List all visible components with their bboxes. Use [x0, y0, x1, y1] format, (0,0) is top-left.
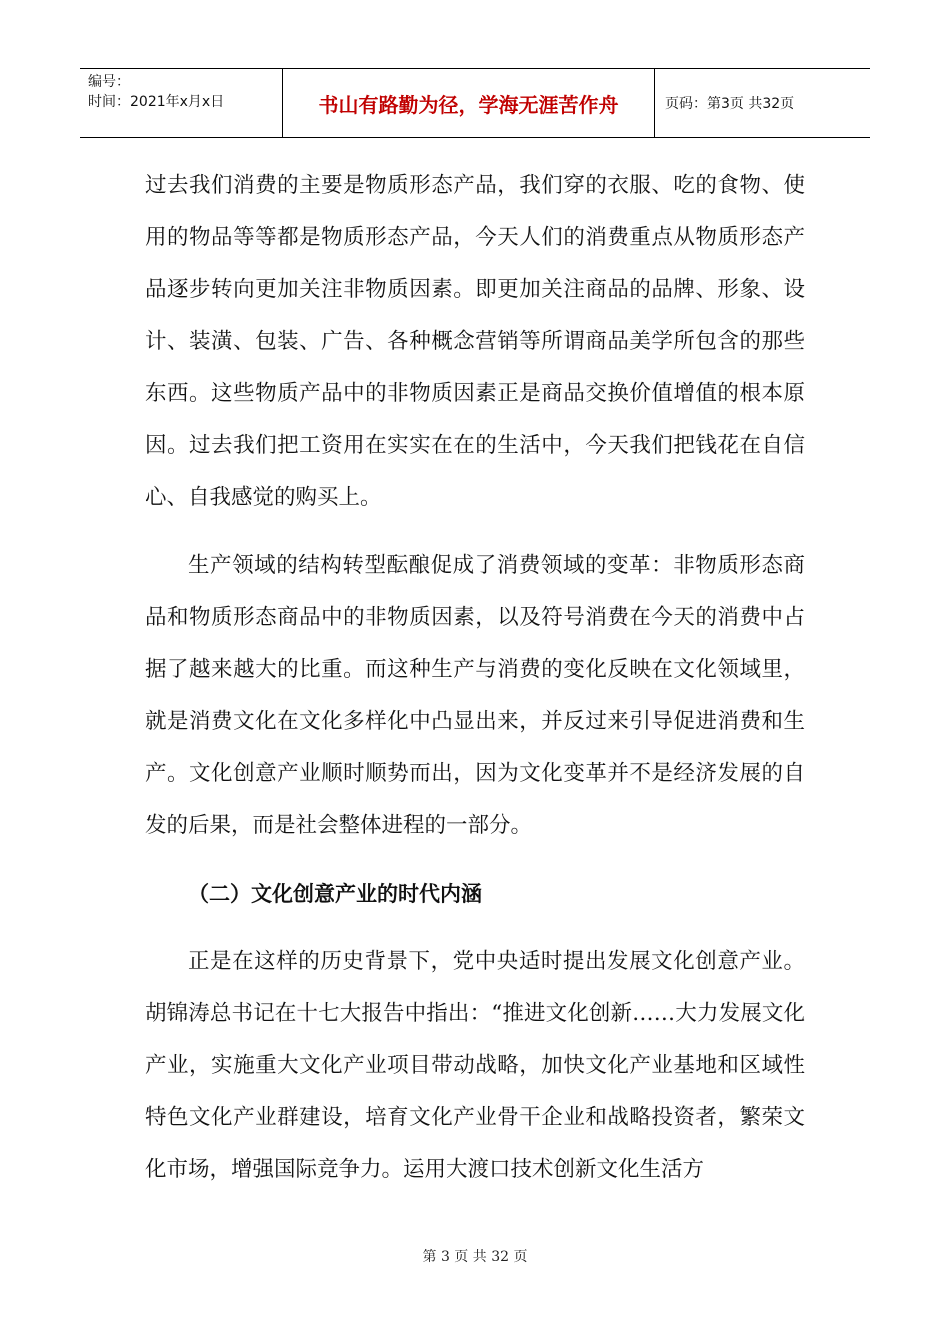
- header-meta: [80, 69, 283, 137]
- page-footer: 第 3 页 共 32 页: [422, 1249, 528, 1265]
- section-heading: （二）文化创意产业的时代内涵: [188, 882, 482, 906]
- number-label: 编号：: [88, 74, 130, 90]
- paragraph-1: 过去我们消费的主要是物质形态产品，我们穿的衣服、吃的食物、使用的物品等等都是物质形态产品，今天人们的消费重点从物质形态产品逐步转向更加关注非物质因素。即更加关注商品的品牌、形象、设计、装潢、包装、广告、各种概念营销等所谓商品美学所包含的那些东西。这些物质产品中的非物质因素正是商品交换价值增值的根本原因。过去我们把工资用在实实在在的生活中，今天我们把钱花在自信心、自我感觉的购买上。: [145, 173, 805, 510]
- time-label: 时间：2021年x月x日: [88, 94, 225, 110]
- paragraph-2: 生产领域的结构转型酝酿促成了消费领域的变革：非物质形态商品和物质形态商品中的非物质因素，以及符号消费在今天的消费中占据了越来越大的比重。而这种生产与消费的变化反映在文化领域里，就是消费文化在文化多样化中凸显出来，并反过来引导促进消费和生产。文化创意产业顺时顺势而出，因为文化变革并不是经济发展的自发的后果，而是社会整体进程的一部分。: [145, 553, 805, 838]
- document-header: [80, 68, 870, 138]
- header-page-info: 页码：第3页 共32页: [665, 96, 795, 112]
- paragraph-3: 正是在这样的历史背景下，党中央适时提出发展文化创意产业。胡锦涛总书记在十七大报告中指出：“推进文化创新……大力发展文化产业，实施重大文化产业项目带动战略，加快文化产业基地和区域性特色文化产业群建设，培育文化产业骨干企业和战略投资者，繁荣文化市场，增强国际竞争力。运用大渡口技术创新文化生活方: [145, 949, 805, 1182]
- document-body: [145, 160, 805, 1196]
- header-motto: 书山有路勤为径，学海无涯苦作舟: [283, 69, 655, 137]
